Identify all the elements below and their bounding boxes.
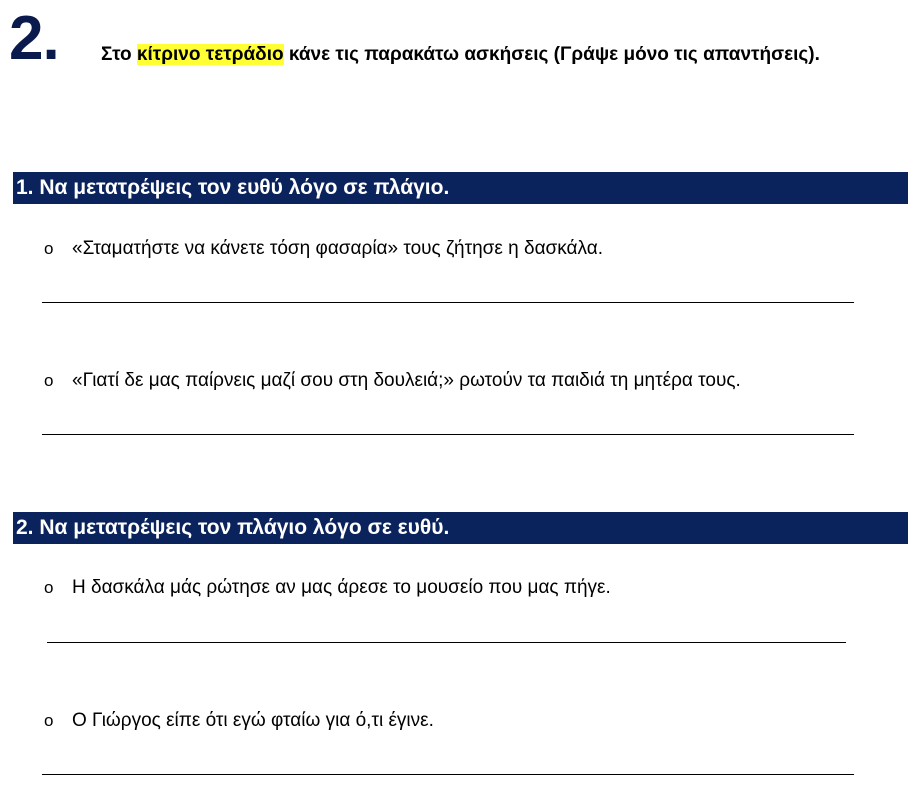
exercise-number: 2.: [9, 4, 59, 73]
answer-line[interactable]: [47, 642, 846, 643]
answer-line[interactable]: [42, 774, 854, 775]
bullet-icon: o: [44, 711, 54, 730]
exercise-item: [44, 575, 611, 601]
bullet-icon: o: [44, 371, 54, 390]
exercise-sentence: Ο Γιώργος είπε ότι εγώ φταίω για ό,τι έγινε.: [72, 710, 434, 731]
exercise-sentence: «Γιατί δε μας παίρνεις μαζί σου στη δουλειά;» ρωτούν τα παιδιά τη μητέρα τους.: [72, 370, 741, 391]
exercise-sentence: «Σταματήστε να κάνετε τόση φασαρία» τους ζήτησε η δασκάλα.: [72, 238, 604, 259]
exercise-item: [44, 708, 434, 734]
exercise-sentence: Η δασκάλα μάς ρώτησε αν μας άρεσε το μουσείο που μας πήγε.: [72, 577, 611, 598]
answer-line[interactable]: [42, 434, 854, 435]
section-title-1: 1. Να μετατρέψεις τον ευθύ λόγο σε πλάγιο.: [13, 172, 908, 204]
instruction-highlight: κίτρινο τετράδιο: [136, 44, 284, 65]
section-title-2: 2. Να μετατρέψεις τον πλάγιο λόγο σε ευθύ.: [13, 512, 908, 544]
instruction-text: [101, 42, 820, 68]
instruction-pre: Στο: [101, 44, 137, 65]
exercise-item: [44, 236, 603, 262]
bullet-icon: o: [44, 578, 54, 597]
instruction-post: κάνε τις παρακάτω ασκήσεις (Γράψε μόνο τις απαντήσεις).: [283, 44, 820, 65]
answer-line[interactable]: [42, 302, 854, 303]
bullet-icon: o: [44, 239, 54, 258]
exercise-item: [44, 368, 741, 394]
